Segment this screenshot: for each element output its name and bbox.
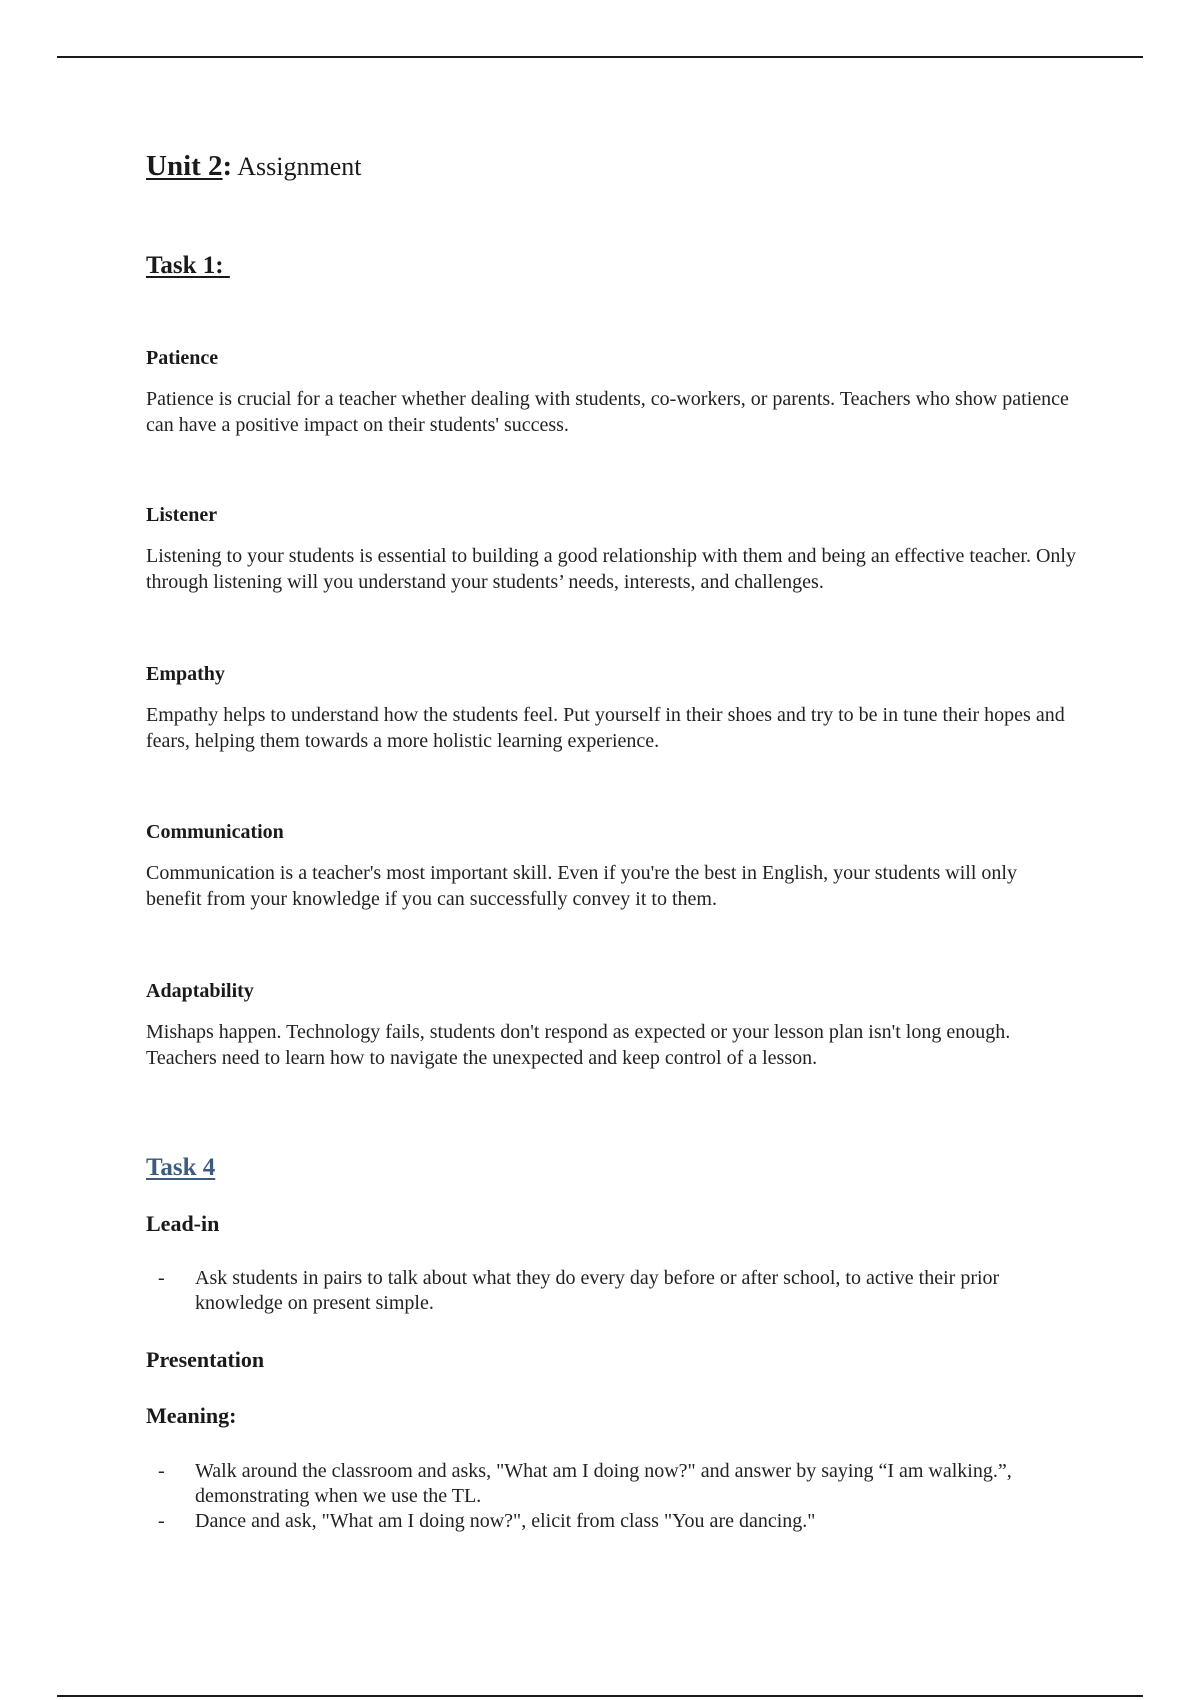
list-item-text: Walk around the classroom and asks, "What am I doing now?" and answer by saying “I am walking.”, demonstrating when we use the TL.: [195, 1460, 1012, 1507]
top-rule: [57, 56, 1143, 58]
lead-in-heading: Lead-in: [146, 1211, 220, 1236]
list-item-text: Ask students in pairs to talk about what they do every day before or after school, to active their prior knowledge on present simple.: [195, 1267, 1000, 1314]
section-adaptability: [146, 978, 1076, 1071]
list-item-text: Dance and ask, "What am I doing now?", elicit from class "You are dancing.": [195, 1510, 816, 1532]
section-title: Empathy: [146, 663, 225, 685]
section-title: Listener: [146, 504, 218, 526]
task-1-heading: Task 1:: [146, 252, 230, 279]
section-body: Listening to your students is essential to building a good relationship with them and being an effective teacher. Only through listening will you understand your students’ needs, interests, and challenges.: [146, 545, 1076, 593]
presentation-heading: Presentation: [146, 1347, 265, 1372]
section-empathy: [146, 661, 1076, 754]
section-body: Empathy helps to understand how the students feel. Put yourself in their shoes and try to be in tune their hopes and fears, helping them towards a more holistic learning experience.: [146, 704, 1065, 752]
section-patience: [146, 345, 1076, 438]
section-body: Patience is crucial for a teacher whether dealing with students, co-workers, or parents. Teachers who show patience can have a positive impact on their students' success.: [146, 388, 1069, 436]
section-body: Communication is a teacher's most important skill. Even if you're the best in English, your students will only benefit from your knowledge if you can successfully convey it to them.: [146, 862, 1017, 910]
lead-in-list: [146, 1266, 1076, 1316]
bottom-rule: [57, 1695, 1143, 1697]
page-title: [146, 148, 362, 185]
list-item: [146, 1509, 1076, 1534]
list-item: [146, 1459, 1076, 1509]
unit-subtitle: Assignment: [232, 152, 362, 181]
task-4-heading: Task 4: [146, 1154, 216, 1181]
section-communication: [146, 819, 1076, 912]
section-body: Mishaps happen. Technology fails, students don't respond as expected or your lesson plan isn't long enough. Teachers need to learn how to navigate the unexpected and keep control of a lesson.: [146, 1021, 1011, 1069]
meaning-list: [146, 1459, 1076, 1534]
bullet-dash-icon: -: [158, 1510, 165, 1532]
bullet-dash-icon: -: [158, 1267, 165, 1289]
section-listener: [146, 502, 1076, 595]
section-title: Communication: [146, 821, 284, 843]
bullet-dash-icon: -: [158, 1460, 165, 1482]
section-title: Adaptability: [146, 980, 254, 1002]
meaning-heading: Meaning:: [146, 1403, 237, 1428]
section-title: Patience: [146, 347, 219, 369]
unit-colon: :: [222, 150, 233, 182]
unit-label: Unit 2: [146, 150, 223, 182]
list-item: [146, 1266, 1076, 1316]
